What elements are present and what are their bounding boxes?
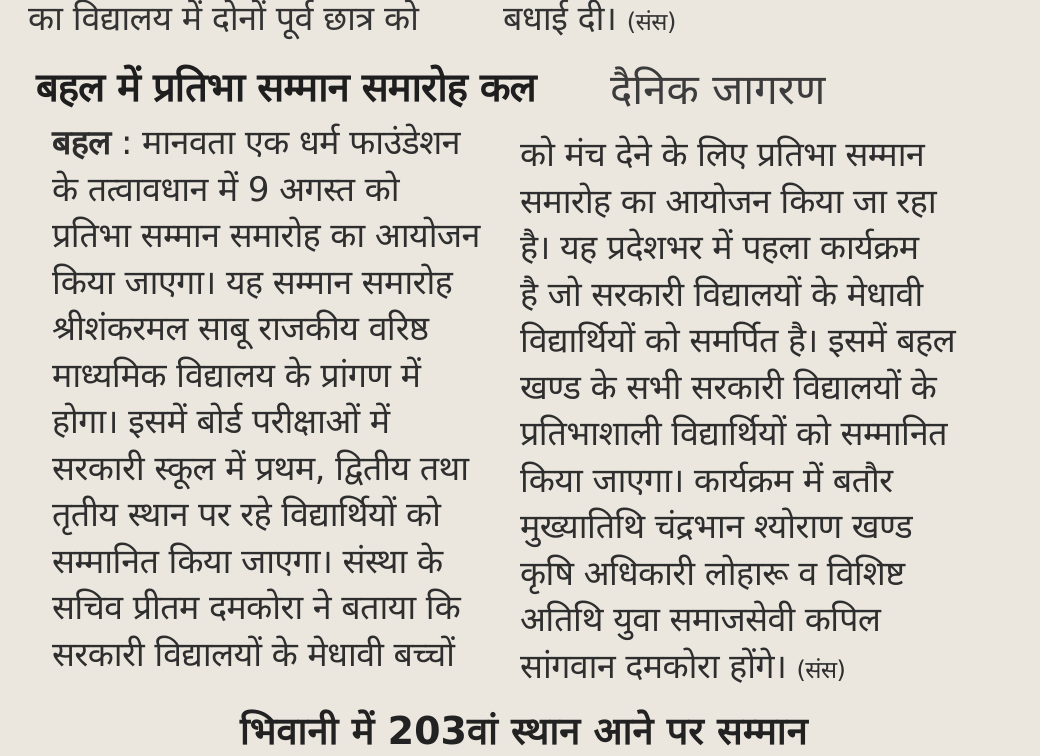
article-line: होगा। इसमें बोर्ड परीक्षाओं में — [52, 402, 390, 442]
article-line: प्रतिभाशाली विद्यार्थियों को सम्मानित — [520, 414, 947, 454]
article-line: कृषि अधिकारी लोहारू व विशिष्ट — [520, 553, 905, 594]
article-line: तृतीय स्थान पर रहे विद्यार्थियों को — [52, 495, 441, 535]
article-line: है। यह प्रदेशभर में पहला कार्यक्रम — [520, 228, 919, 268]
article-headline: बहल में प्रतिभा सम्मान समारोह कल — [36, 65, 536, 111]
article-line: श्रीशंकरमल साबू राजकीय वरिष्ठ — [52, 309, 429, 349]
dateline: बहल — [52, 123, 111, 163]
article-line: किया जाएगा। कार्यक्रम में बतौर — [520, 460, 893, 501]
article-line: अतिथि युवा समाजसेवी कपिल — [520, 600, 881, 640]
article-line: समारोह का आयोजन किया जा रहा — [520, 181, 937, 222]
article-line: को मंच देने के लिए प्रतिभा सम्मान — [520, 135, 925, 175]
newspaper-name: दैनिक जागरण — [610, 65, 826, 114]
article-line: विद्यार्थियों को समर्पित है। इसमें बहल — [520, 321, 956, 361]
article-left-column — [52, 120, 480, 678]
previous-article-credit: (संस) — [626, 8, 676, 36]
article-credit: (संस) — [796, 655, 846, 684]
article-line: सरकारी विद्यालयों के मेधावी बच्चों — [52, 634, 455, 675]
previous-article-fragment-left: का विद्यालय में दोनों पूर्व छात्र को — [28, 0, 419, 39]
article-line: मुख्यातिथि चंद्रभान श्योराण खण्ड — [520, 507, 913, 547]
article-line: सांगवान दमकोरा होंगे। (संस) — [520, 646, 846, 687]
previous-article-end-text: बधाई दी। — [503, 0, 617, 39]
article-right-column — [520, 132, 955, 690]
article-line: सम्मानित किया जाएगा। संस्था के — [52, 541, 443, 582]
article-line: सचिव प्रीतम दमकोरा ने बताया कि — [52, 588, 461, 628]
article-line: किया जाएगा। यह सम्मान समारोह — [52, 262, 453, 303]
next-article-fragment: भिवानी में 203वां स्थान आने पर सम्मान — [240, 709, 808, 753]
article-line: है जो सरकारी विद्यालयों के मेधावी — [520, 274, 923, 315]
article-line: बहल : मानवता एक धर्म फाउंडेशन — [52, 123, 460, 163]
previous-article-fragment-right — [503, 0, 676, 40]
article-line: के तत्वावधान में 9 अगस्त को — [52, 169, 399, 210]
article-line: खण्ड के सभी सरकारी विद्यालयों के — [520, 367, 937, 408]
article-line: प्रतिभा सम्मान समारोह का आयोजन — [52, 216, 480, 256]
article-line: सरकारी स्कूल में प्रथम, द्वितीय तथा — [52, 448, 469, 489]
article-line: माध्यमिक विद्यालय के प्रांगण में — [52, 355, 421, 396]
